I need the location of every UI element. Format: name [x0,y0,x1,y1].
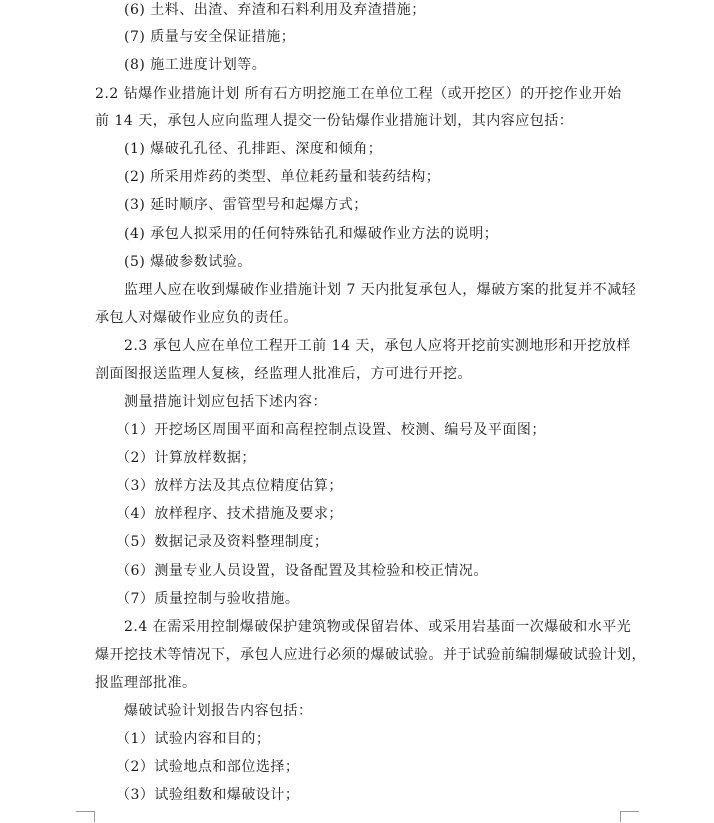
section-heading-2-2: 2.2 钻爆作业措施计划 所有石方明挖施工在单位工程（或开挖区）的开挖作业开始 [95,86,622,102]
list-item: (5) 爆破参数试验。 [124,254,252,270]
list-item: （1）开挖场区周围平面和高程控制点设置、校测、编号及平面图； [116,422,546,438]
list-item: （2）计算放样数据； [116,450,256,466]
list-item: （6）测量专业人员设置，设备配置及其检验和校正情况。 [116,563,488,579]
list-item: （4）放样程序、技术措施及要求； [116,506,343,522]
text-line: (8) 施工进度计划等。 [124,57,267,73]
list-item: (2) 所采用炸药的类型、单位耗药量和装药结构； [124,169,441,185]
paragraph-line: 承包人对爆破作业应负的责任。 [95,310,298,326]
text-line: 前 14 天，承包人应向监理人提交一份钻爆作业措施计划，其内容应包括： [95,113,574,129]
page-corner-mark-right [620,811,639,822]
paragraph-line: 爆破试验计划报告内容包括： [124,703,313,719]
paragraph-line: 爆开挖技术等情况下，承包人应进行必须的爆破试验。并于试验前编制爆破试验计划， [95,647,646,663]
paragraph-line: 报监理部批准。 [95,675,197,691]
list-item: （3）试验组数和爆破设计； [116,787,300,803]
paragraph-line: 剖面图报送监理人复核，经监理人批准后，方可进行开挖。 [95,366,472,382]
list-item: （3）放样方法及其点位精度估算； [116,478,343,494]
page-corner-mark-left [76,811,95,822]
list-item: (3) 延时顺序、雷管型号和起爆方式； [124,197,368,213]
paragraph-line: 监理人应在收到爆破作业措施计划 7 天内批复承包人，爆破方案的批复并不减轻 [124,282,637,298]
list-item: (4) 承包人拟采用的任何特殊钻孔和爆破作业方法的说明； [124,226,499,242]
section-heading-2-3: 2.3 承包人应在单位工程开工前 14 天，承包人应将开挖前实测地形和开挖放样 [124,338,631,354]
list-item: （2）试验地点和部位选择； [116,759,300,775]
list-item: （1）试验内容和目的； [116,731,271,747]
section-heading-2-4: 2.4 在需采用控制爆破保护建筑物或保留岩体、或采用岩基面一次爆破和水平光 [124,619,632,635]
text-line: (6) 土料、出渣、弃渣和石料利用及弃渣措施； [124,2,426,18]
list-item: （7）质量控制与验收措施。 [116,591,300,607]
list-item: (1) 爆破孔孔径、孔排距、深度和倾角； [124,141,383,157]
list-item: （5）数据记录及资料整理制度； [116,534,329,550]
paragraph-line: 测量措施计划应包括下述内容： [124,394,327,410]
text-line: (7) 质量与安全保证措施； [124,29,296,45]
